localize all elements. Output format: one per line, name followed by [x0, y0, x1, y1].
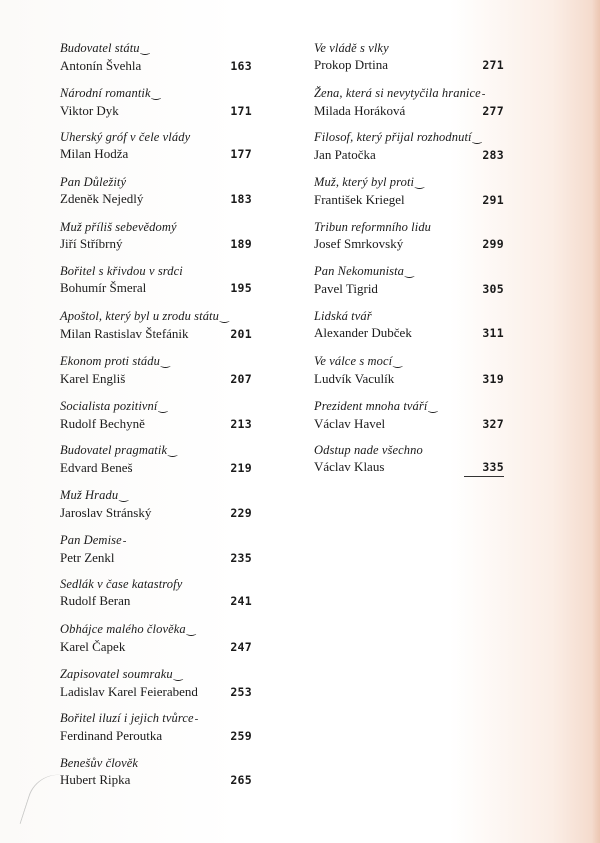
toc-column-left [60, 40, 252, 800]
chapter-title: Národní romantik‿ [60, 85, 161, 100]
chapter-title: Pan Nekomunista‿ [314, 264, 414, 279]
page-number: 213 [230, 416, 252, 431]
chapter-title: Obhájce malého člověka‿ [60, 621, 196, 636]
toc-entry [60, 487, 252, 532]
page-number: 299 [482, 236, 504, 251]
page-number: 253 [230, 684, 252, 699]
toc-entry [314, 398, 504, 443]
page-number: 189 [230, 236, 252, 251]
chapter-title: Žena, která si nevytyčila hranice- [314, 85, 486, 100]
toc-entry [60, 666, 252, 711]
page-number: 335 [464, 458, 504, 477]
page-number: 229 [230, 505, 252, 520]
chapter-title: Bořitel s křivdou v srdci [60, 264, 183, 279]
chapter-title: Budovatel státu‿ [60, 41, 150, 55]
person-name: Ferdinand Peroutka [60, 728, 163, 744]
toc-entry [314, 129, 504, 174]
person-name: Karel Čapek [60, 638, 126, 654]
chapter-title: Apoštol, který byl u zrodu státu‿ [60, 309, 229, 324]
chapter-title: Ve válce s mocí‿ [314, 353, 403, 368]
person-name: Pavel Tigrid [314, 281, 378, 297]
chapter-title: Lidská tvář [314, 309, 372, 324]
page-number: 235 [230, 550, 252, 565]
person-name: Ladislav Karel Feierabend [60, 683, 198, 699]
chapter-title: Prezident mnoha tváří‿ [314, 398, 438, 413]
chapter-title: Uherský gróf v čele vlády [60, 130, 191, 145]
chapter-title: Muž příliš sebevědomý [60, 219, 177, 234]
person-name: Antonín Švehla [60, 58, 142, 73]
chapter-title: Filosof, který přijal rozhodnutí‿ [314, 130, 482, 145]
pencil-mark [19, 767, 67, 834]
person-name: František Kriegel [314, 192, 405, 208]
page-number: 183 [230, 192, 252, 207]
person-name: Hubert Ripka [60, 772, 131, 787]
chapter-title: Odstup nade všechno [314, 443, 423, 458]
toc-entry [60, 263, 252, 308]
toc-entry [60, 532, 252, 577]
toc-entry [314, 442, 504, 487]
toc-entry [60, 174, 252, 219]
chapter-title: Ekonom proti stádu‿ [60, 353, 170, 368]
person-name: Jaroslav Stránský [60, 504, 152, 520]
toc-entry [314, 219, 504, 264]
page-number: 319 [482, 371, 504, 386]
person-name: Zdeněk Nejedlý [60, 191, 144, 207]
toc-entry [60, 621, 252, 666]
page-edge-shadow [592, 0, 600, 843]
toc-entry [60, 398, 252, 443]
person-name: Milan Rastislav Štefánik [60, 326, 189, 342]
toc-entry [60, 576, 252, 621]
toc-entry [314, 40, 504, 85]
chapter-title: Muž, který byl proti‿ [314, 175, 425, 190]
page-number: 271 [482, 58, 504, 72]
person-name: Rudolf Beran [60, 593, 131, 609]
person-name: Josef Smrkovský [314, 235, 404, 251]
page-number: 327 [482, 416, 504, 431]
chapter-title: Budovatel pragmatik‿ [60, 443, 178, 458]
page-number: 247 [230, 639, 252, 654]
person-name: Milan Hodža [60, 146, 129, 162]
page-number: 201 [230, 327, 252, 342]
page-number: 283 [482, 148, 504, 163]
page-number: 277 [482, 103, 504, 118]
person-name: Rudolf Bechyně [60, 415, 145, 431]
person-name: Milada Horáková [314, 102, 406, 118]
chapter-title: Tribun reformního lidu [314, 219, 432, 234]
page-number: 259 [230, 729, 252, 744]
person-name: Ludvík Vaculík [314, 370, 395, 386]
person-name: Edvard Beneš [60, 460, 133, 476]
toc-entry [314, 174, 504, 219]
toc-entry [60, 129, 252, 174]
person-name: Viktor Dyk [60, 102, 119, 118]
person-name: Petr Zenkl [60, 549, 115, 565]
person-name: Jan Patočka [314, 147, 376, 163]
page-number: 207 [230, 371, 252, 386]
chapter-title: Ve vládě s vlky [314, 41, 389, 55]
toc-entry [60, 219, 252, 264]
page-number: 171 [230, 103, 252, 118]
chapter-title: Sedlák v čase katastrofy [60, 577, 183, 592]
toc-entry [314, 263, 504, 308]
page-number: 195 [230, 281, 252, 296]
person-name: Jiří Stříbrný [60, 235, 123, 251]
person-name: Bohumír Šmeral [60, 280, 147, 296]
page-number: 219 [230, 461, 252, 476]
page-number: 177 [230, 147, 252, 162]
page-number: 311 [482, 326, 504, 341]
chapter-title: Bořitel iluzí i jejich tvůrce- [60, 711, 199, 726]
chapter-title: Socialista pozitivní‿ [60, 398, 168, 413]
page-number: 305 [482, 282, 504, 297]
person-name: Václav Havel [314, 415, 386, 431]
toc-entry [60, 755, 252, 800]
toc-entry [60, 442, 252, 487]
page-number: 291 [482, 193, 504, 208]
person-name: Karel Engliš [60, 370, 126, 386]
person-name: Alexander Dubček [314, 325, 412, 341]
page-number: 163 [230, 59, 252, 73]
toc-entry [60, 40, 252, 85]
toc-column-right [314, 40, 504, 487]
toc-entry [60, 308, 252, 353]
chapter-title: Pan Důležitý [60, 175, 127, 190]
toc-entry [314, 353, 504, 398]
toc-entry [314, 308, 504, 353]
toc-entry [60, 353, 252, 398]
chapter-title: Benešův člověk [60, 756, 139, 770]
toc-entry [60, 85, 252, 130]
person-name: Václav Klaus [314, 459, 385, 475]
page-number: 241 [230, 594, 252, 609]
page-number: 265 [230, 773, 252, 787]
toc-entry [60, 710, 252, 755]
toc-entry [314, 85, 504, 130]
chapter-title: Pan Demise- [60, 532, 127, 547]
chapter-title: Zapisovatel soumraku‿ [60, 666, 183, 681]
chapter-title: Muž Hradu‿ [60, 487, 129, 502]
person-name: Prokop Drtina [314, 57, 389, 72]
